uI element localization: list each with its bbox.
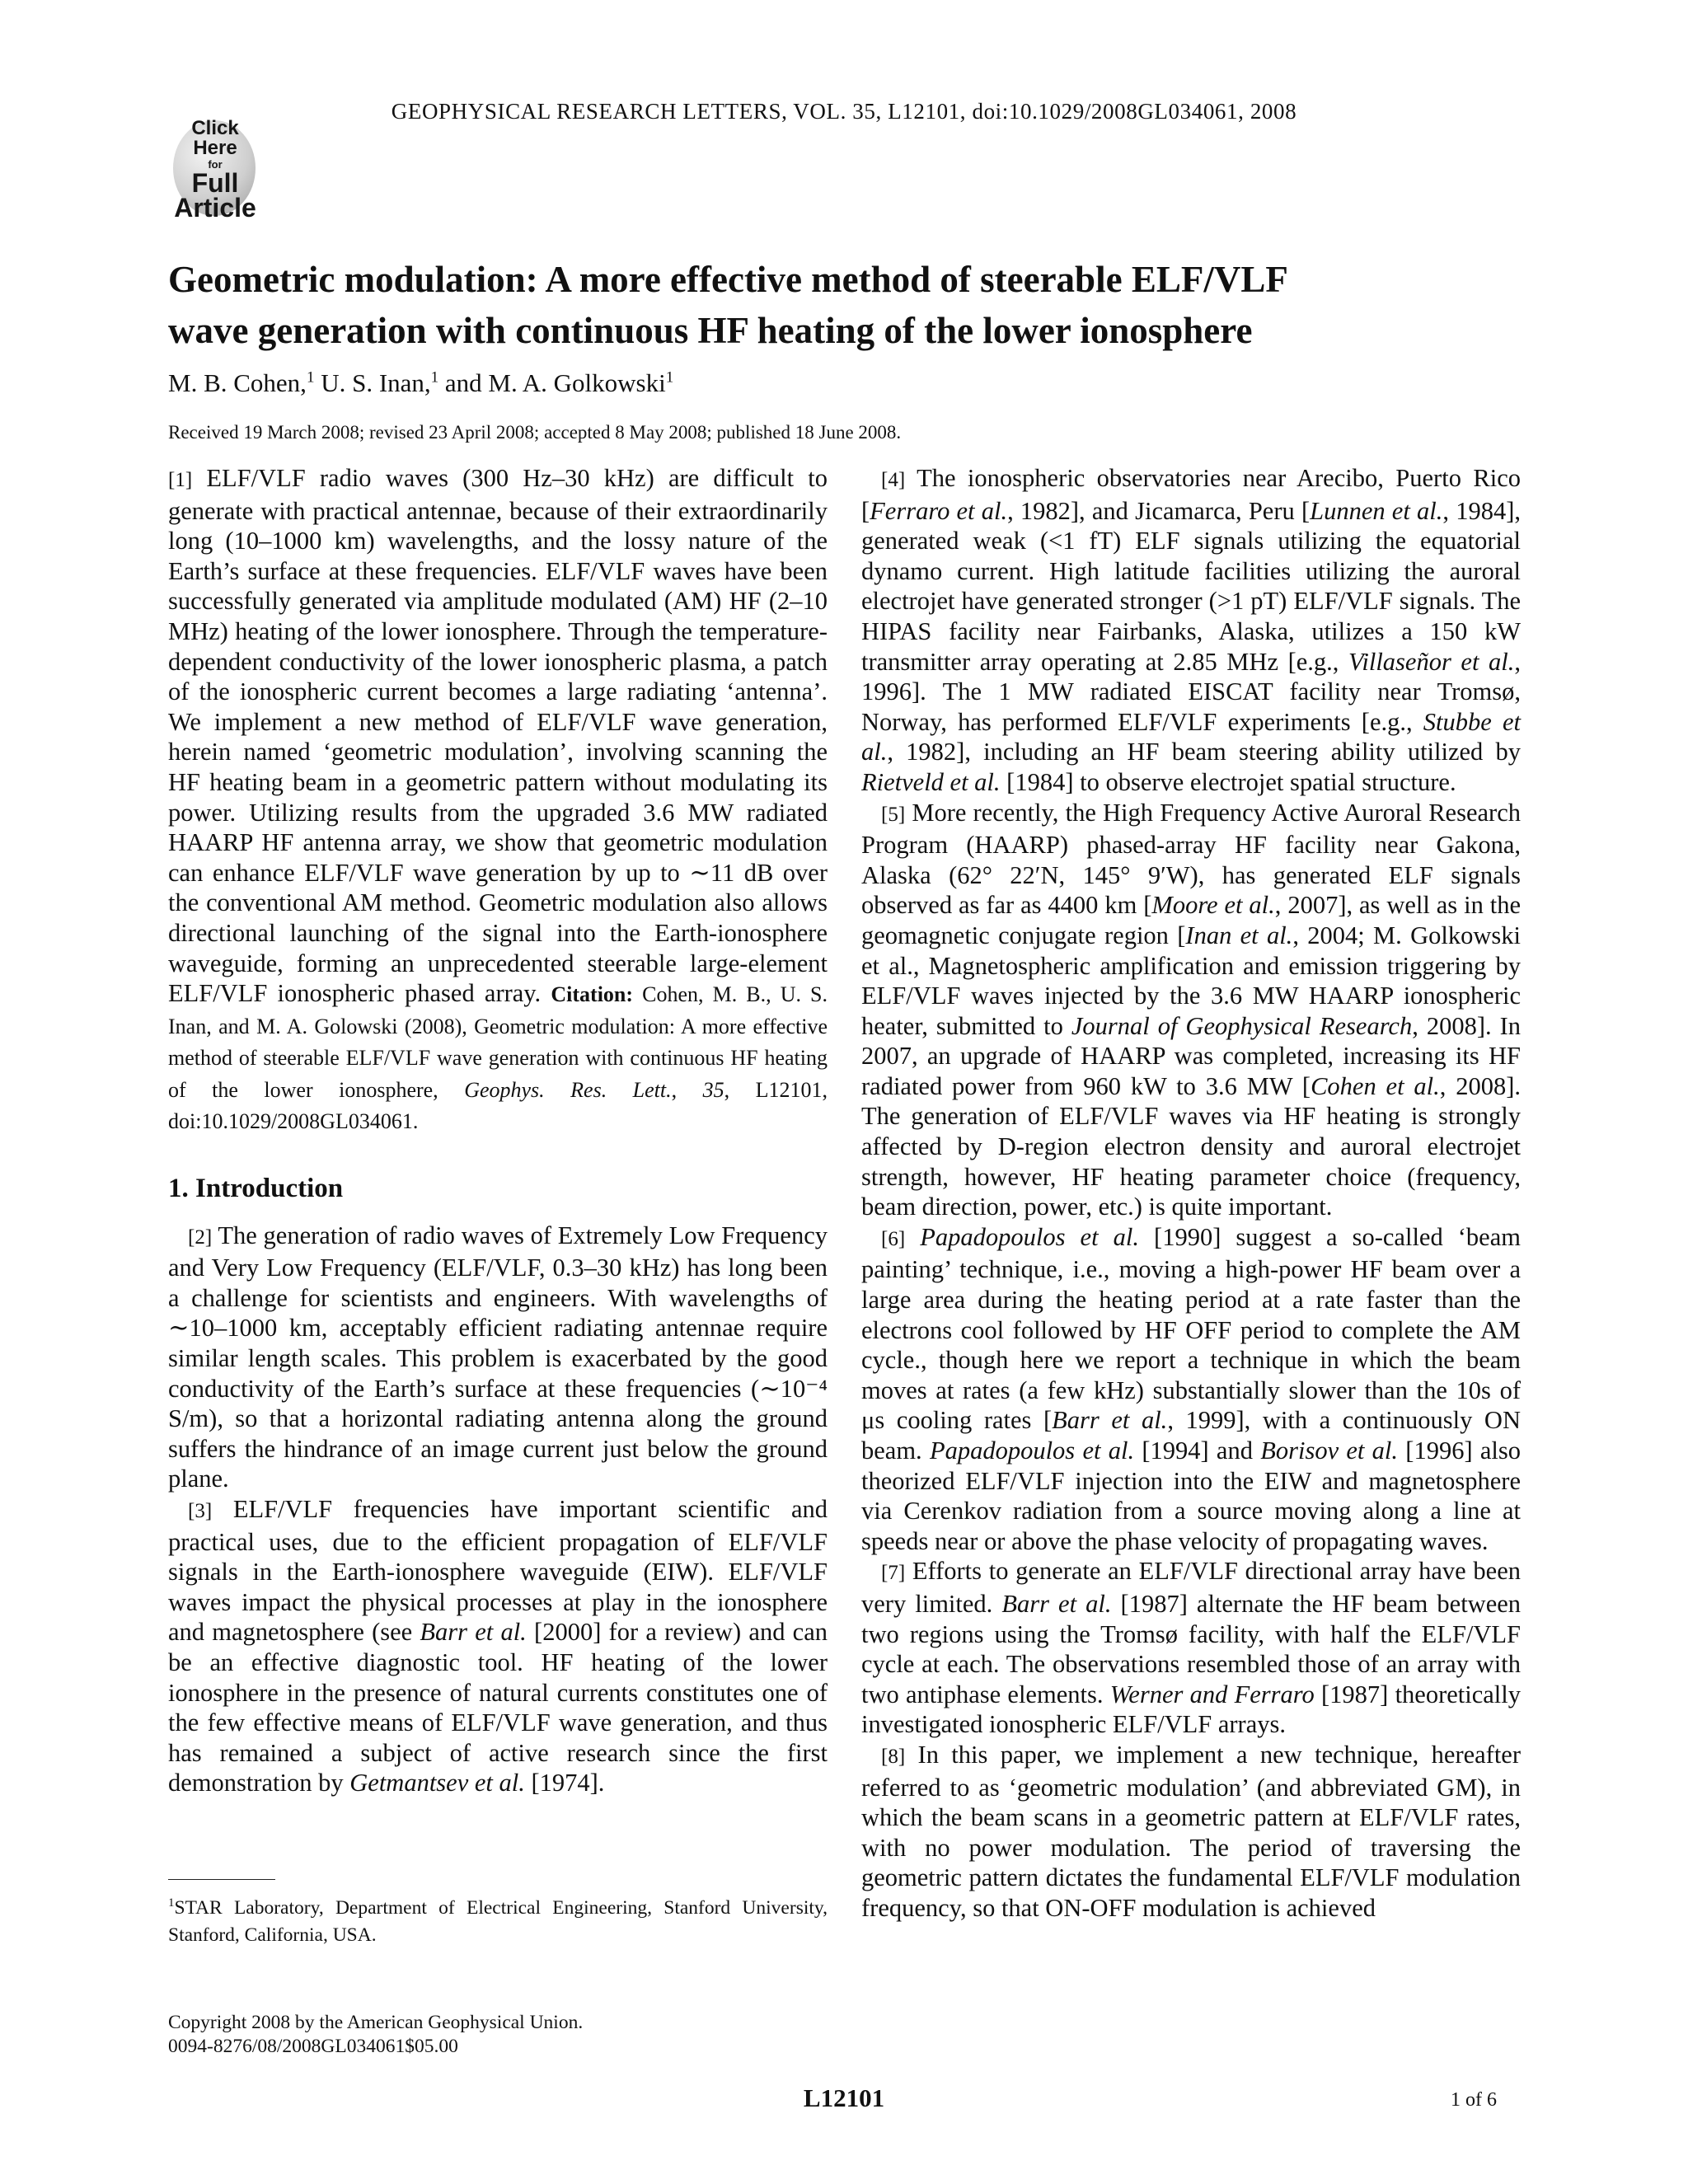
paragraph-text: ELF/VLF frequencies have important scientific and practical uses, due to the efficient propagation of ELF/VLF signals in the Earth-ionosphere waveguide (EIW). ELF/VLF waves impact the physical processes at play in the ionosphere and magnetosphere (see bbox=[168, 1495, 828, 1647]
citation-journal: Geophys. Res. Lett. bbox=[464, 1077, 672, 1102]
reference-journal: Journal of Geophysical Research bbox=[1071, 1011, 1413, 1040]
badge-line: Full bbox=[191, 168, 239, 198]
paragraph-number: [8] bbox=[881, 1745, 906, 1768]
badge-line: Here bbox=[193, 137, 237, 159]
paragraph-text: [1987] alternate the HF beam between two regions using the Tromsø facility, with half the ELF/VLF cycle at each. The observations resembled those of an array with two antiphase elements. bbox=[861, 1589, 1522, 1708]
paragraph-text: [2000] for a review) and can be an effective diagnostic tool. HF heating of the lower ionosphere in the presence of natural currents constitutes one of the few effective means of ELF/VLF wave generation, and thus has remained a subject of active research since the first demonstration by bbox=[168, 1618, 828, 1797]
reference-link[interactable]: Papadopoulos et al. bbox=[920, 1222, 1139, 1251]
title-line-2: wave generation with continuous HF heating of the lower ionosphere bbox=[168, 310, 1253, 351]
abstract-paragraph bbox=[168, 463, 828, 1137]
citation-label: Citation: bbox=[551, 982, 634, 1007]
citation-volume: 35 bbox=[702, 1077, 724, 1102]
reference-link[interactable]: Borisov et al. bbox=[1260, 1436, 1399, 1465]
footnote-divider bbox=[168, 1879, 275, 1880]
paragraph-text: , 2008]. The generation of ELF/VLF waves via HF heating is strongly affected by D-region electron density and auroral electrojet strength, however, HF heating parameter choice (frequency, beam direction, power, etc.) is quite important. bbox=[861, 1071, 1521, 1221]
abstract-text: ELF/VLF radio waves (300 Hz–30 kHz) are difficult to generate with practical antennae, because of their extraordinarily long (10–1000 km) wavelengths, and the lossy nature of the Earth’s surface at these frequencies. ELF/VLF waves have been successfully generated via amplitude modulated (AM) HF (2–10 MHz) heating of the lower ionosphere. Through the temperature-dependent conductivity of the lower ionospheric plasma, a patch of the ionospheric current becomes a large radiating ‘antenna’. We implement a new method of ELF/VLF wave generation, herein named ‘geometric modulation’, involving scanning the HF heating beam in a geometric pattern without modulating its power. Utilizing results from the upgraded 3.6 MW radiated HAARP HF antenna array, we show that geometric modulation can enhance ELF/VLF wave generation by up to ∼11 dB over the conventional AM method. Geometric modulation also allows directional launching of the signal into the Earth-ionosphere waveguide, forming an unprecedented steerable large-element ELF/VLF ionospheric phased array. bbox=[168, 464, 828, 1008]
copyright-block bbox=[168, 2011, 583, 2059]
copyright-line: Copyright 2008 by the American Geophysical Union. bbox=[168, 2012, 584, 2033]
paragraph-text: , 2004; M. Golkowski et al., Magnetospheric amplification and emission triggering by ELF/VLF waves injected by the 3.6 MW HAARP ionospheric heater, submitted to bbox=[861, 921, 1521, 1040]
paragraph-text: , 2007], as well as in the geomagnetic conjugate region [ bbox=[861, 891, 1521, 949]
badge-line: Click bbox=[191, 117, 239, 139]
paragraph-text: [1994] and bbox=[1142, 1436, 1253, 1465]
full-article-badge-link[interactable] bbox=[162, 114, 277, 221]
paragraph-text: [1990] suggest a so-called ‘beam painting’ technique, i.e., moving a high-power HF beam over a large area during the heating period at a rate faster than the electrons cool followed by HF OFF period to complete the AM cycle., though here we report a technique in which the beam moves at rates (a few kHz) substantially slower than the 10s of μs cooling rates [ bbox=[861, 1222, 1521, 1435]
paragraph-text: [1987] theoretically investigated ionospheric ELF/VLF arrays. bbox=[861, 1680, 1521, 1739]
paragraph-text: [1984] to observe electrojet spatial structure. bbox=[1006, 767, 1456, 796]
article-id-footer: L12101 bbox=[803, 2083, 885, 2112]
reference-link[interactable]: Villaseñor et al. bbox=[1348, 647, 1515, 676]
footnote-mark: 1 bbox=[168, 1896, 175, 1910]
affiliation-mark: 1 bbox=[430, 368, 439, 387]
reference-link[interactable]: Werner and Ferraro bbox=[1109, 1680, 1315, 1708]
citation-text: Cohen, M. B., U. S. Inan, and M. A. Golowski (2008), Geometric modulation: A more effective method of steerable ELF/VLF wave generation with continuous HF heating of the lower ionosphere, bbox=[168, 982, 828, 1102]
reference-link[interactable]: Getmantsev et al. bbox=[349, 1769, 525, 1797]
right-column bbox=[861, 463, 1521, 1924]
author-name: M. B. Cohen, bbox=[168, 368, 307, 397]
paragraph-number: [1] bbox=[168, 469, 193, 491]
badge-line: for bbox=[208, 158, 223, 171]
reference-link[interactable]: Cohen et al. bbox=[1311, 1071, 1440, 1100]
running-head: GEOPHYSICAL RESEARCH LETTERS, VOL. 35, L12101, doi:10.1029/2008GL034061, 2008 bbox=[391, 99, 1297, 124]
paper-title bbox=[168, 254, 1520, 356]
paragraph-3 bbox=[168, 1494, 828, 1798]
reference-link[interactable]: Moore et al. bbox=[1151, 891, 1275, 920]
reference-link[interactable]: Lunnen et al. bbox=[1310, 496, 1443, 525]
left-column bbox=[168, 463, 828, 1798]
reference-link[interactable]: Ferraro et al. bbox=[870, 496, 1008, 525]
reference-link[interactable]: Stubbe et al. bbox=[861, 707, 1521, 766]
paragraph-7 bbox=[861, 1556, 1521, 1740]
paragraph-text: The generation of radio waves of Extremely Low Frequency and Very Low Frequency (ELF/VLF, 0.3–30 kHz) has long been a challenge for scientists and engineers. With wavelengths of ∼10–1000 km, acceptably efficient radiating antennae require similar length scales. This problem is exacerbated by the good conductivity of the Earth’s surface at these frequencies (∼10⁻⁴ S/m), so that a horizontal radiating antenna along the ground suffers the hindrance of an image current just below the ground plane. bbox=[168, 1221, 828, 1493]
received-dates: Received 19 March 2008; revised 23 April 2008; accepted 8 May 2008; published 18 June 2008. bbox=[168, 422, 902, 443]
citation-doi: , L12101, doi:10.1029/2008GL034061. bbox=[168, 1077, 828, 1134]
reference-link[interactable]: Barr et al. bbox=[1001, 1589, 1112, 1618]
reference-link[interactable]: Inan et al. bbox=[1185, 921, 1293, 949]
page-number: 1 of 6 bbox=[1451, 2089, 1497, 2111]
citation: Citation: Cohen, M. B., U. S. Inan, and M. A. Golowski (2008), Geometric modulation: A more effective method of steerable ELF/VLF wave generation with continuous HF heating of the lower ionosphere, Geophys. Res. Lett., 35, L12101, doi:10.1029/2008GL034061. bbox=[168, 982, 828, 1134]
paragraph-6 bbox=[861, 1222, 1521, 1557]
paragraph-text: Efforts to generate an ELF/VLF directional array have been very limited. bbox=[861, 1557, 1521, 1618]
section-heading-introduction: 1. Introduction bbox=[168, 1174, 344, 1204]
affiliation-mark: 1 bbox=[665, 368, 674, 387]
affiliation-footnote bbox=[168, 1890, 828, 1949]
paragraph-number: [5] bbox=[881, 803, 906, 826]
paragraph-number: [6] bbox=[881, 1227, 906, 1250]
issn-line: 0094-8276/08/2008GL034061$05.00 bbox=[168, 2036, 458, 2057]
author-name: U. S. Inan, bbox=[314, 368, 431, 397]
badge-line: Article bbox=[174, 193, 256, 223]
author-list bbox=[168, 368, 673, 398]
paragraph-5 bbox=[861, 798, 1521, 1222]
paragraph-number: [7] bbox=[881, 1562, 906, 1585]
paragraph-number: [3] bbox=[188, 1500, 213, 1522]
paragraph-text: , 1996]. The 1 MW radiated EISCAT facility near Tromsø, Norway, has performed ELF/VLF experiments [e.g., bbox=[861, 647, 1521, 736]
badge-text bbox=[162, 119, 269, 221]
title-line-1: Geometric modulation: A more effective method of steerable ELF/VLF bbox=[168, 259, 1288, 300]
reference-link[interactable]: Barr et al. bbox=[1052, 1406, 1168, 1435]
reference-link[interactable]: Rietveld et al. bbox=[861, 767, 1001, 796]
paragraph-number: [2] bbox=[188, 1226, 213, 1249]
paragraph-text: , 1982], and Jicamarca, Peru [ bbox=[1007, 496, 1311, 525]
reference-link[interactable]: Barr et al. bbox=[420, 1618, 527, 1647]
paragraph-text: , 1982], including an HF beam steering ability utilized by bbox=[887, 738, 1521, 766]
paragraph-text: [1974]. bbox=[531, 1769, 605, 1797]
author-name: and M. A. Golkowski bbox=[438, 368, 666, 397]
paragraph-text: In this paper, we implement a new technique, hereafter referred to as ‘geometric modulation’ (and abbreviated GM), in which the beam scans in a geometric pattern at ELF/VLF rates, with no power modulation. The period of traversing the geometric pattern dictates the fundamental ELF/VLF modulation frequency, so that ON-OFF modulation is achieved bbox=[861, 1740, 1521, 1922]
paragraph-8 bbox=[861, 1740, 1521, 1924]
paragraph-text: , 1999], with a continuously ON beam. bbox=[861, 1406, 1521, 1465]
paragraph-4 bbox=[861, 463, 1521, 798]
reference-link[interactable]: Papadopoulos et al. bbox=[929, 1436, 1135, 1465]
paragraph-number: [4] bbox=[881, 469, 906, 491]
paragraph-text: More recently, the High Frequency Active Auroral Research Program (HAARP) phased-array HF facility near Gakona, Alaska (62° 22′N, 145° 9′W), has generated ELF signals observed as far as 4400 km [ bbox=[861, 798, 1521, 920]
footnote-text: STAR Laboratory, Department of Electrical Engineering, Stanford University, Stanford, California, USA. bbox=[168, 1896, 828, 1946]
paragraph-text: , 1984], generated weak (<1 fT) ELF signals utilizing the equatorial dynamo current. High latitude facilities utilizing the auroral electrojet have generated stronger (>1 pT) ELF/VLF signals. The HIPAS facility near Fairbanks, Alaska, utilizes a 150 kW transmitter array operating at 2.85 MHz [e.g., bbox=[861, 496, 1521, 676]
paragraph-text: , 2008]. In 2007, an upgrade of HAARP was completed, increasing its HF radiated power from 960 kW to 3.6 MW [ bbox=[861, 1011, 1521, 1100]
affiliation-mark: 1 bbox=[306, 368, 315, 387]
paragraph-2 bbox=[168, 1221, 828, 1494]
paragraph-text: The ionospheric observatories near Arecibo, Puerto Rico [ bbox=[861, 464, 1521, 525]
paragraph-text: [1996] also theorized ELF/VLF injection into the EIW and magnetosphere via Cerenkov radiation from a source moving along a line at speeds near or above the phase velocity of propagating waves. bbox=[861, 1436, 1521, 1555]
